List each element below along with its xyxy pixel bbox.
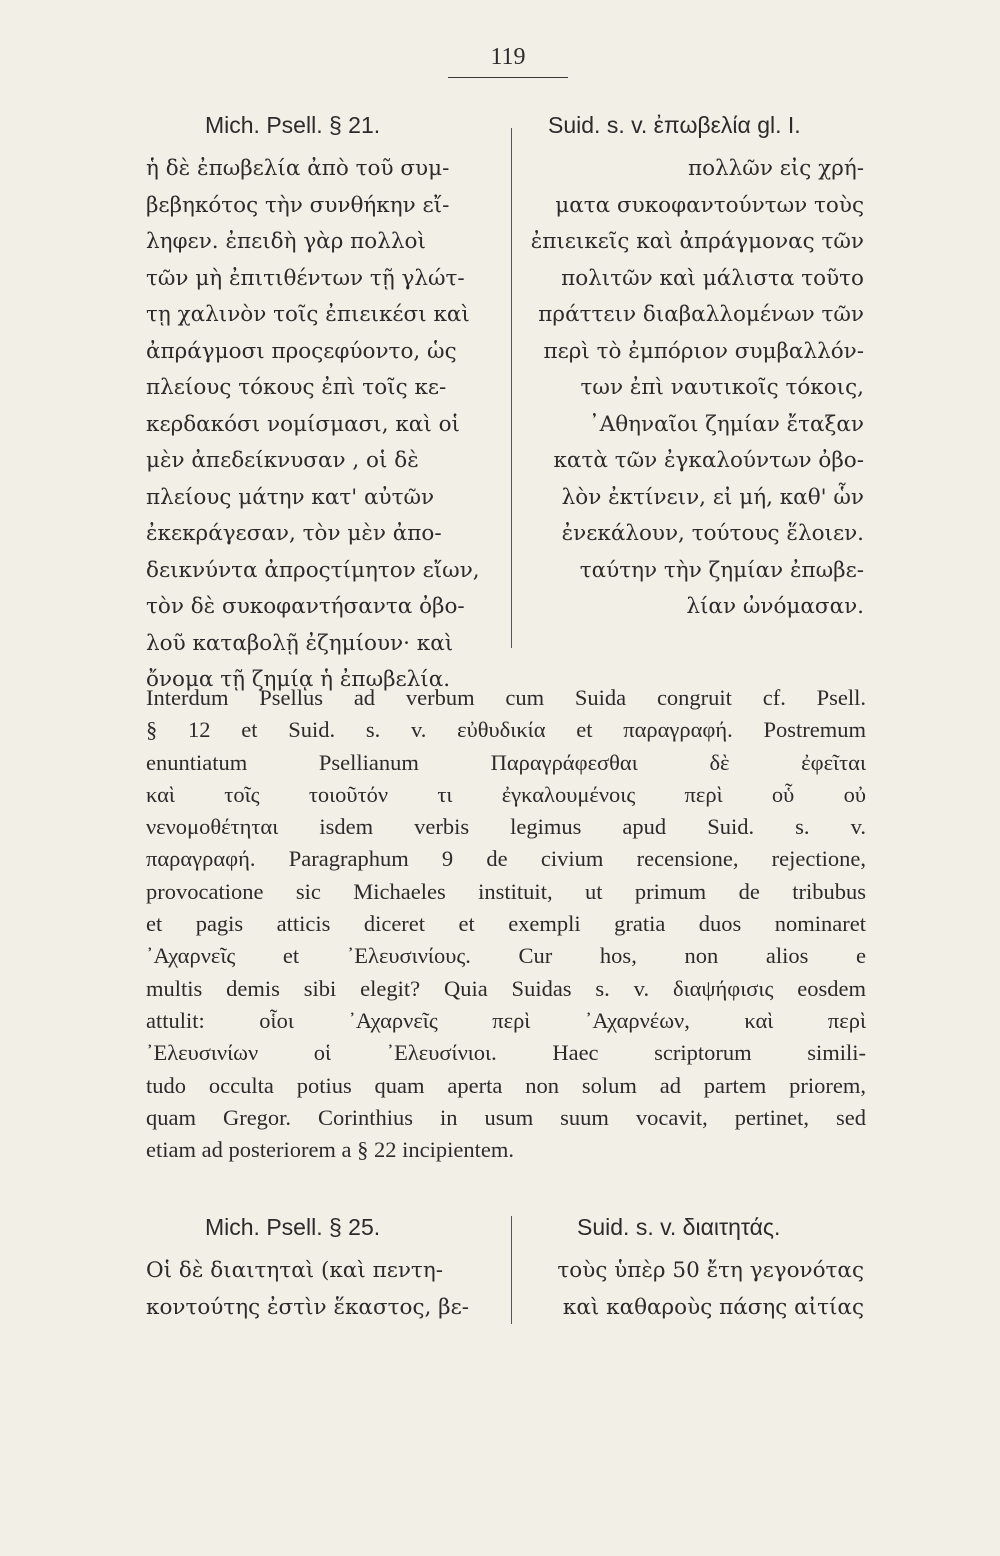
- text-line: ματα συκοφαντούντων τοὺς: [555, 192, 864, 218]
- section2-right-column: [524, 1253, 864, 1326]
- column-divider: [511, 128, 512, 648]
- text-line: Οἱ δὲ διαιτηταὶ (καὶ πεντη-: [146, 1258, 443, 1283]
- text-line: τῶν μὴ ἐπιτιθέντων τῇ γλώτ-: [146, 265, 465, 291]
- text-line: δεικνύντα ἀπροςτίμητον εἴων,: [146, 557, 480, 583]
- paragraph-line: Interdum Psellus ad verbum cum Suida congruit cf. Psell.: [146, 685, 866, 710]
- page-number: 119: [490, 44, 526, 70]
- text-line: κοντούτης ἐστὶν ἕκαστος, βε-: [146, 1294, 470, 1320]
- paragraph-line: quam Gregor. Corinthius in usum suum vocavit, pertinet, sed: [146, 1104, 866, 1130]
- text-line: πολιτῶν καὶ μάλιστα τοῦτο: [561, 265, 864, 291]
- text-line: κερδακόσι νομίσμασι, καὶ οἱ: [146, 411, 460, 437]
- paragraph-line: et pagis atticis diceret et exempli gratia duos nominaret: [146, 911, 866, 937]
- text-line: λοῦ καταβολῇ ἐζημίουν· καὶ: [146, 630, 454, 656]
- paragraph-line: enuntiatum Psellianum Παραγράφεσθαι δὲ ἐφεῖται: [146, 749, 866, 775]
- paragraph-line: provocatione sic Michaeles instituit, ut primum de tribubus: [146, 878, 866, 904]
- text-line: ληφεν. ἐπειδὴ γὰρ πολλοὶ: [146, 229, 426, 254]
- section1-right-heading: Suid. s. v. ἐπωβελία gl. I.: [548, 112, 801, 138]
- text-line: πλείους μάτην κατ' αὐτῶν: [146, 484, 435, 510]
- section1-left-heading: Mich. Psell. § 21.: [205, 112, 381, 138]
- text-line: λίαν ὠνόμασαν.: [686, 594, 864, 619]
- paragraph-line: § 12 et Suid. s. v. εὐθυδικία et παραγραφή. Postremum: [146, 717, 866, 743]
- section2-left-column: [146, 1253, 486, 1326]
- paragraph-line: attulit: οἷοι ᾿Αχαρνεῖς περὶ ᾿Αχαρνέων, καὶ περὶ: [146, 1007, 866, 1033]
- column-divider-2: [511, 1216, 512, 1324]
- text-line: πολλῶν εἰς χρή-: [687, 156, 864, 181]
- paragraph-line: παραγραφή. Paragraphum 9 de civium recensione, rejectione,: [146, 846, 866, 872]
- section2-left-heading: Mich. Psell. § 25.: [205, 1214, 381, 1240]
- paragraph-line: ᾿Ελευσινίων οἱ ᾿Ελευσίνιοι. Haec scriptorum simili-: [146, 1040, 866, 1066]
- text-line: κατὰ τῶν ἐγκαλούντων ὀβο-: [553, 448, 864, 473]
- paragraph-line: etiam ad posteriorem a § 22 incipientem.: [146, 1137, 515, 1163]
- section2-right-heading: Suid. s. v. διαιτητάς.: [577, 1214, 781, 1240]
- section1-right-column: [524, 151, 864, 626]
- paragraph-line: ᾿Αχαρνεῖς et ᾿Ελευσινίους. Cur hos, non alios e: [146, 943, 866, 969]
- text-line: βεβηκότος τὴν συνθήκην εἴ-: [146, 192, 450, 218]
- text-line: μὲν ἀπεδείκνυσαν , οἱ δὲ: [146, 448, 419, 473]
- paragraph-line: νενομοθέτηται isdem verbis legimus apud Suid. s. v.: [146, 814, 866, 840]
- text-line: των ἐπὶ ναυτικοῖς τόκοις,: [580, 375, 864, 400]
- text-line: πλείους τόκους ἐπὶ τοῖς κε-: [146, 375, 447, 400]
- text-line: ἐνεκάλουν, τούτους ἕλοιεν.: [561, 521, 864, 546]
- text-line: ἡ δὲ ἐπωβελία ἀπὸ τοῦ συμ-: [146, 156, 450, 181]
- text-line: τὸν δὲ συκοφαντήσαντα ὀβο-: [146, 594, 465, 619]
- text-line: ᾿Αθηναῖοι ζημίαν ἔταξαν: [588, 411, 864, 437]
- text-line: ἀπράγμοσι προςεφύοντο, ὡς: [146, 338, 457, 364]
- text-line: περὶ τὸ ἐμπόριον συμβαλλόν-: [543, 338, 864, 364]
- paragraph-line: καὶ τοῖς τοιοῦτόν τι ἐγκαλουμένοις περὶ οὗ οὐ: [146, 781, 866, 807]
- text-line: καὶ καθαροὺς πάσης αἰτίας: [562, 1294, 864, 1320]
- text-line: ταύτην τὴν ζημίαν ἐπωβε-: [579, 557, 864, 583]
- header-rule: [448, 77, 568, 78]
- text-line: τῃ χαλινὸν τοῖς ἐπιεικέσι καὶ: [146, 302, 470, 327]
- text-line: ἐκεκράγεσαν, τὸν μὲν ἀπο-: [146, 521, 442, 546]
- text-line: ὄνομα τῇ ζημίᾳ ἡ ἐπωβελία.: [146, 667, 451, 692]
- text-line: λὸν ἐκτίνειν, εἰ μή, καθ' ὧν: [561, 484, 864, 510]
- paragraph-line: tudo occulta potius quam aperta non solum ad partem priorem,: [146, 1072, 866, 1098]
- paragraph-line: multis demis sibi elegit? Quia Suidas s. v. διαψήφισις eosdem: [146, 975, 866, 1001]
- text-line: πράττειν διαβαλλομένων τῶν: [538, 302, 864, 327]
- section1-left-column: [146, 151, 494, 699]
- commentary-paragraph: [146, 682, 866, 1166]
- text-line: τοὺς ὑπὲρ 50 ἔτη γεγονότας: [557, 1258, 864, 1283]
- text-line: ἐπιεικεῖς καὶ ἀπράγμονας τῶν: [530, 229, 864, 254]
